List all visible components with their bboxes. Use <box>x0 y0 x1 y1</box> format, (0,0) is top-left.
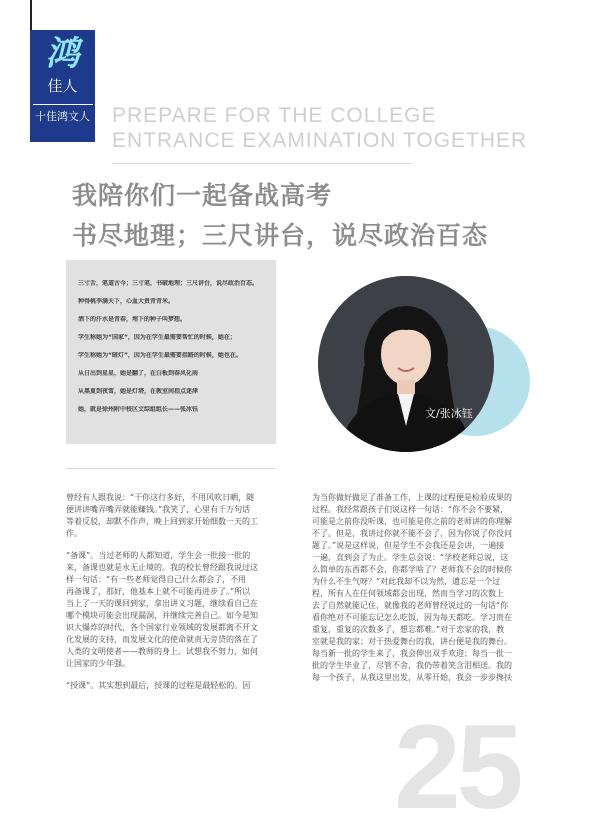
badge-divider <box>33 104 93 105</box>
paragraph <box>312 492 542 684</box>
english-heading <box>112 103 582 153</box>
quote-line: 三寸舌，笔道古今；三寸笔，书破地理；三尺讲台，说尽政治百态。 <box>78 280 259 287</box>
body-column-right <box>312 492 542 694</box>
text-line: 识大爆炸的时代，各个国家行业领域的发展都离不开文 <box>66 623 258 632</box>
text-line: 当上了一天的课回到家，拿出讲义习题，继续看自己在 <box>66 599 258 608</box>
text-line: “授课”。其实想到最后，授课的过程是最轻松的。因 <box>66 681 251 690</box>
paragraph <box>66 680 286 692</box>
column-divider <box>66 468 276 469</box>
text-line: 人类的文明使者——教师的身上。试想我不努力，如何 <box>66 647 258 656</box>
text-line: 来，备课也就是永无止境的。我的校长曾经跟我说过这 <box>66 563 258 572</box>
text-line: 室就是我的家；对于热爱舞台的我，讲台便是我的舞台。 <box>312 637 512 646</box>
text-line: 重复，重复的次数多了，想忘都难。”对于恋家的我，教 <box>312 625 505 634</box>
quote-line: 从日出到星星，她是翻了，在白板到春风化雨 <box>78 370 199 377</box>
paragraph <box>66 492 286 540</box>
text-line: 再备课了，那好，他基本上就不可能再进步了。”所以 <box>66 587 251 596</box>
page-number: 25 <box>394 700 520 834</box>
author-byline: 文/张冰钰 <box>425 407 473 420</box>
text-line: 过程。我经常跟孩子们说这样一句话：“你不会不要紧， <box>312 505 509 514</box>
text-line: 每一个孩子，从我这里出发，从零开始，我会一步步搀扶 <box>312 673 512 682</box>
badge-logo-glyph: 鸿 <box>45 34 80 74</box>
text-line: 去了自然就能记住，就像我的老师曾经说过的一句话“你 <box>312 601 509 610</box>
text-line: 不了。但是，我讲过你就不能不会了，因为你说了你没问 <box>312 529 512 538</box>
quote-line: 洒下的汗水是青春，埋下的种子叫梦想。 <box>78 316 187 323</box>
body-column-left <box>66 492 286 702</box>
text-line: 化发展的支持，而发展文化的使命就责无旁贷的落在了 <box>66 635 258 644</box>
text-line: 等着反驳，却默不作声，晚上回到家开始细数一天的工 <box>66 517 258 526</box>
english-heading-line-1: PREPARE FOR THE COLLEGE <box>112 104 437 127</box>
text-line: 程，所有人在任何领域都会出现，然而当学习的次数上 <box>312 589 504 598</box>
text-line: 批的学生毕业了，尽管不舍，我仍带着笑含泪相送。我的 <box>312 661 512 670</box>
intro-quote-box <box>66 260 276 444</box>
text-line: 曾经有人跟我说：“干你这行多好，不用风吹日晒，随 <box>66 493 255 502</box>
author-portrait-illustration <box>318 276 494 452</box>
quote-line: 种得桃李满天下，心血大贵青青米。 <box>78 298 175 305</box>
author-portrait <box>318 276 494 452</box>
quote-line: 她，就是徐州附中校区文综组组长——张冰钰 <box>78 406 199 413</box>
text-line: 为什么不生气呀？”对此我却不以为然，遗忘是一个过 <box>312 577 501 586</box>
text-line: 一遍，直到会了为止。学生总会说：“学校老师总说，这 <box>312 553 509 562</box>
text-line: 看你绝对不可能忘记怎么吃饭，因为每天都吃。学习贵在 <box>312 613 512 622</box>
heading-divider <box>112 163 412 164</box>
text-line: “备课”。当过老师的人都知道，学生会一批接一批的 <box>66 551 251 560</box>
quote-line: 学生称她为“暗灯”，因为在学生最需要指路的时候，她也在。 <box>78 352 242 359</box>
text-line: 每当新一批的学生来了，我会伸出双手欢迎；每当一批一 <box>312 649 512 658</box>
text-line: 让国家的少年强。 <box>66 659 130 668</box>
text-line: 么简单的东西都不会，你都学啥了？老师我不会的时候你 <box>312 565 512 574</box>
article-title <box>72 176 552 256</box>
text-line: 样一句话：“有一些老师觉得自己什么都会了，不用 <box>66 575 247 584</box>
text-line: 可能是之前你没听课，也可能是你之前的老师讲的你理解 <box>312 517 512 526</box>
article-title-line-1: 我陪你们一起备战高考 <box>72 181 333 210</box>
text-line: 题了。”说是这样说，但是学生不会我还是会讲，一遍接 <box>312 541 505 550</box>
column-badge <box>30 30 95 142</box>
article-title-line-2: 书尽地理；三尺讲台，说尽政治百态 <box>72 221 489 250</box>
text-line: 哪个模块可能会出现漏洞，并继续完善自己。如今是知 <box>66 611 258 620</box>
english-heading-line-2: ENTRANCE EXAMINATION TOGETHER <box>112 129 528 152</box>
badge-subtitle: 十佳鸿文人 <box>35 110 90 123</box>
text-line: 为当你做好做足了准备工作，上课的过程便是检验成果的 <box>312 493 512 502</box>
text-line: 作。 <box>66 529 82 538</box>
badge-name: 佳人 <box>47 77 78 95</box>
quote-line: 从黑夏到夜雪，她是灯塔，在教室间指点迷津 <box>78 388 199 395</box>
quote-line: 学生称她为“国家”，因为在学生最需要帮忙的时候，她在； <box>78 334 236 341</box>
text-line: 便讲讲嘴弄嘴弄就能赚钱。”我笑了，心里有千万句话 <box>66 505 251 514</box>
paragraph <box>66 550 286 670</box>
